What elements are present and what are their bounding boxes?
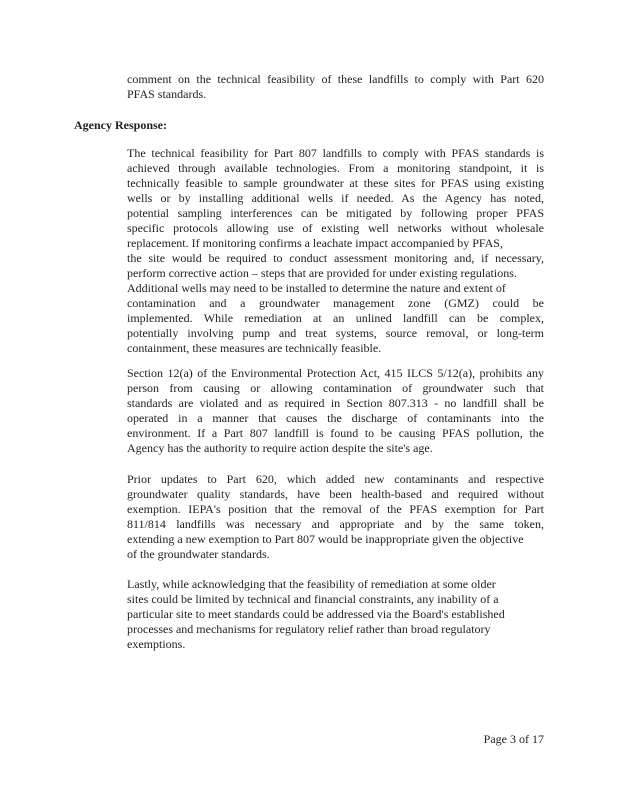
text-line: extending a new exemption to Part 807 would be inappropriate given the objective [127, 532, 524, 546]
text-line: environment. If a Part 807 landfill is found to be causing PFAS pollution, the [127, 426, 544, 440]
response-paragraph-4 [127, 577, 544, 652]
text-line: The technical feasibility for Part 807 landfills to comply with PFAS standards is [127, 146, 544, 160]
text-line: potential sampling interferences can be mitigated by following proper PFAS [127, 206, 544, 220]
page-number: Page 3 of 17 [483, 732, 544, 746]
text-line: technically feasible to sample groundwater at these sites for PFAS using existing [127, 176, 544, 190]
text-line: Agency has the authority to require action despite the site's age. [127, 441, 433, 455]
text-line: PFAS standards. [127, 87, 207, 101]
text-line: Section 12(a) of the Environmental Protection Act, 415 ILCS 5/12(a), prohibits any [127, 366, 544, 380]
text-line: 811/814 landfills was necessary and appropriate and by the same token, [127, 517, 544, 531]
text-line: the site would be required to conduct assessment monitoring and, if necessary, [127, 251, 544, 265]
response-paragraph-2 [127, 366, 544, 456]
text-line: Lastly, while acknowledging that the feasibility of remediation at some older [127, 577, 496, 591]
text-line: exemptions. [127, 637, 186, 651]
text-line: Additional wells may need to be installed to determine the nature and extent of [127, 281, 506, 295]
text-line: groundwater quality standards, have been health-based and required without [127, 487, 544, 501]
text-line: of the groundwater standards. [127, 547, 270, 561]
response-paragraph-1 [127, 146, 544, 356]
text-line: implemented. While remediation at an unlined landfill can be complex, [127, 311, 544, 325]
intro-paragraph [127, 72, 544, 102]
text-line: replacement. If monitoring confirms a leachate impact accompanied by PFAS, [127, 236, 503, 250]
text-line: standards are violated and as required in Section 807.313 - no landfill shall be [127, 396, 544, 410]
text-line: sites could be limited by technical and financial constraints, any inability of a [127, 592, 499, 606]
text-line: wells or by installing additional wells if needed. As the Agency has noted, [127, 191, 544, 205]
text-line: processes and mechanisms for regulatory relief rather than broad regulatory [127, 622, 491, 636]
response-paragraph-3 [127, 472, 544, 562]
text-line: comment on the technical feasibility of these landfills to comply with Part 620 [127, 72, 544, 86]
text-line: Prior updates to Part 620, which added new contaminants and respective [127, 472, 544, 486]
text-line: specific protocols allowing use of existing well networks without wholesale [127, 221, 544, 235]
text-line: containment, these measures are technically feasible. [127, 341, 382, 355]
text-line: perform corrective action – steps that are provided for under existing regulations. [127, 266, 517, 280]
agency-response-heading: Agency Response: [74, 118, 167, 132]
text-line: contamination and a groundwater management zone (GMZ) could be [127, 296, 544, 310]
text-line: particular site to meet standards could be addressed via the Board's established [127, 607, 505, 621]
text-line: exemption. IEPA's position that the removal of the PFAS exemption for Part [127, 502, 544, 516]
text-line: achieved through available technologies. From a monitoring standpoint, it is [127, 161, 544, 175]
text-line: potentially involving pump and treat systems, source removal, or long-term [127, 326, 544, 340]
text-line: operated in a manner that causes the discharge of contaminants into the [127, 411, 544, 425]
text-line: person from causing or allowing contamination of groundwater such that [127, 381, 544, 395]
